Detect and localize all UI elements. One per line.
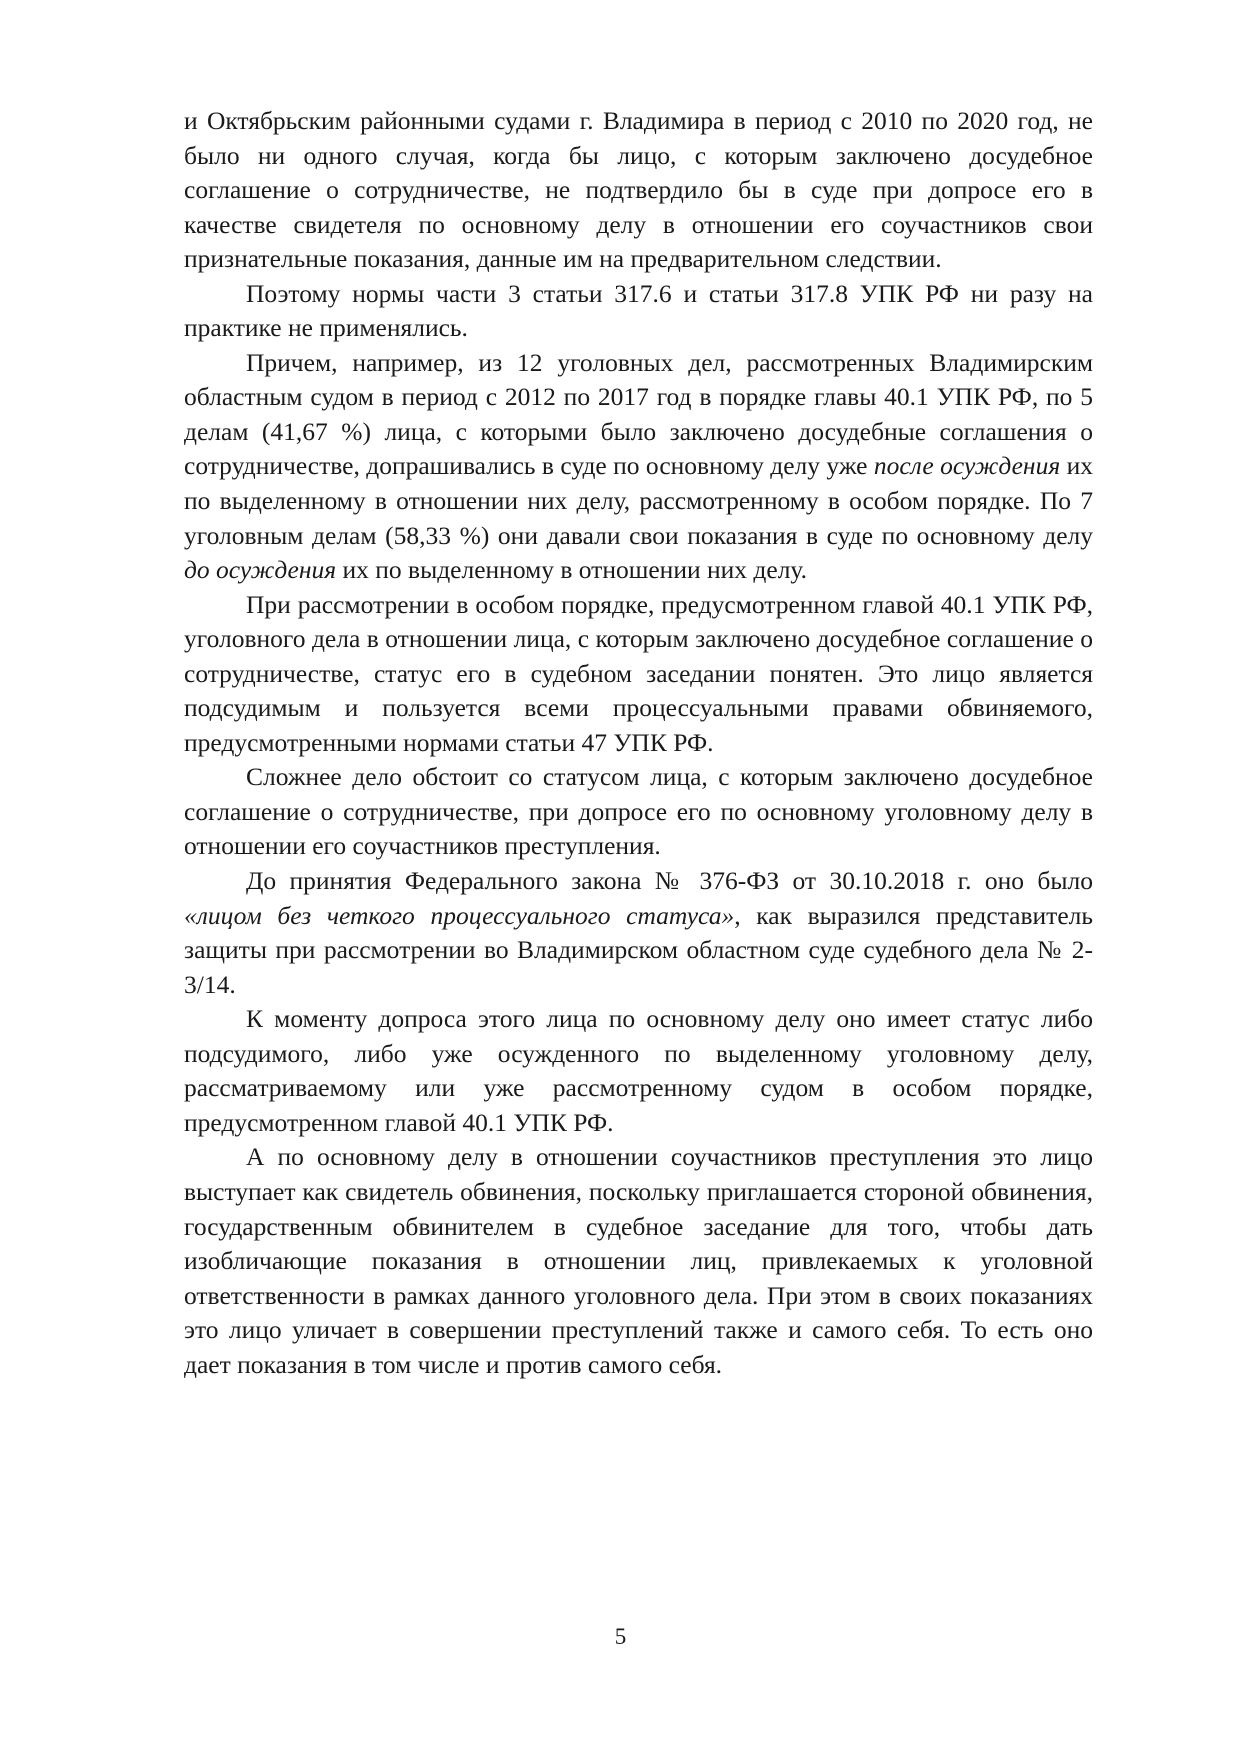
text-run: их по выделенному в отношении них делу.: [336, 555, 808, 585]
emphasis-text: «лицом без четкого процессуального статуса»: [184, 900, 735, 930]
text-run: Сложнее дело обстоит со статусом лица, с которым заключено досудебное соглашение о сотрудничестве, при допросе его по основному уголовному делу в отношении его соучастников преступления.: [184, 762, 1093, 861]
text-run: А по основному делу в отношении соучастников преступления это лицо выступает как свидетель обвинения, поскольку приглашается стороной обвинения, государственным обвинителем в судебное заседание для того, чтобы дать изобличающие показания в отношении лиц, привлекаемых к уголовной ответственности в рамках данного уголовного дела. При этом в своих показаниях это лицо уличает в совершении преступлений также и самого себя. То есть оно дает показания в том числе и против самого себя.: [184, 1142, 1093, 1379]
paragraph: [184, 104, 1093, 277]
emphasis-text: после осуждения: [873, 451, 1061, 481]
text-run: К моменту допроса этого лица по основному делу оно имеет статус либо подсудимого, либо уже осужденного по выделенному уголовному делу, рассматриваемому или уже рассмотренному судом в особом порядке, предусмотренном главой 40.1 УПК РФ.: [184, 1004, 1093, 1137]
text-run: их по выделенному в отношении них делу, рассмотренному в особом порядке. По 7 уголовным делам (58,33 %) они давали свои показания в суде по основному делу: [184, 451, 1093, 550]
text-run: и Октябрьским районными судами г. Владимира в период с 2010 по 2020 год, не было ни одного случая, когда бы лицо, с которым заключено досудебное соглашение о сотрудничестве, не подтвердило бы в суде при допросе его в качестве свидетеля по основному делу в отношении его соучастников свои признательные показания, данные им на предварительном следствии.: [184, 106, 1093, 274]
text-run: Причем, например, из 12 уголовных дел, рассмотренных Владимирским областным судом в период с 2012 по 2017 год в порядке главы 40.1 УПК РФ, по 5 делам (41,67 %) лица, с которыми было заключено досудебные соглашения о сотрудничестве, допрашивались в суде по основному делу уже: [184, 347, 1093, 481]
paragraph: [184, 1140, 1093, 1382]
text-run: До принятия Федерального закона № 376-ФЗ от 30.10.2018 г. оно было: [246, 866, 1093, 896]
paragraph: [184, 864, 1093, 1002]
paragraph: [184, 588, 1093, 761]
text-run: При рассмотрении в особом порядке, предусмотренном главой 40.1 УПК РФ, уголовного дела в отношении лица, с которым заключено досудебное соглашение о сотрудничестве, статус его в судебном заседании понятен. Это лицо является подсудимым и пользуется всеми процессуальными правами обвиняемого, предусмотренными нормами статьи 47 УПК РФ.: [184, 589, 1093, 757]
text-run: , как выразился представитель защиты при рассмотрении во Владимирском областном суде судебного дела № 2-3/14.: [184, 900, 1094, 999]
paragraph: [184, 346, 1093, 588]
paragraph: [184, 277, 1093, 346]
document-text-body: [184, 104, 1093, 1382]
paragraph: [184, 760, 1093, 864]
page-number: 5: [614, 1624, 627, 1649]
text-run: Поэтому нормы части 3 статьи 317.6 и статьи 317.8 УПК РФ ни разу на практике не применялись.: [184, 278, 1093, 343]
emphasis-text: до осуждения: [184, 555, 337, 585]
paragraph: [184, 1002, 1093, 1140]
